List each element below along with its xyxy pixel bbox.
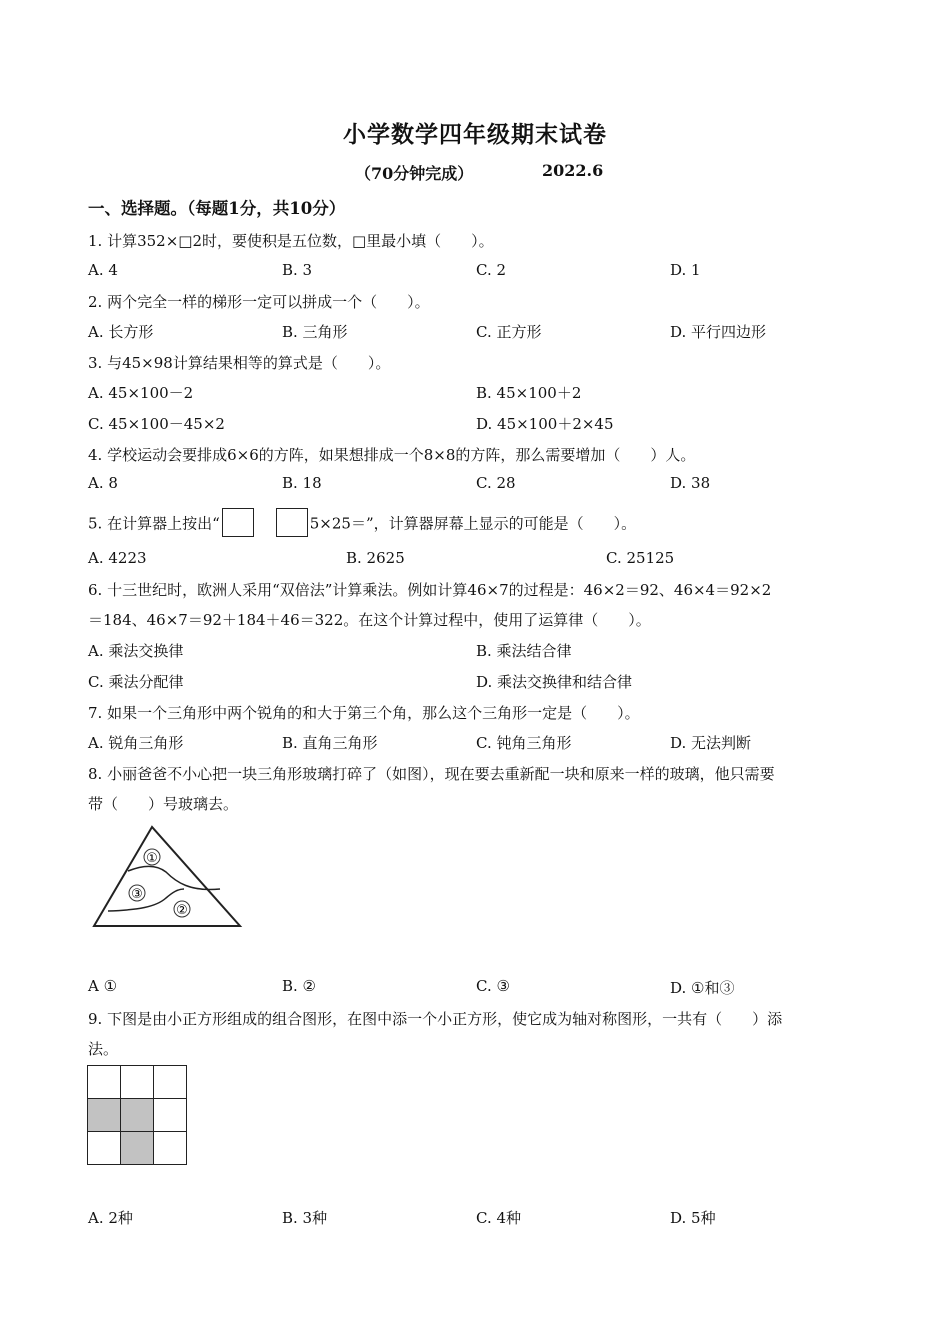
question-3: 3. 与45×98计算结果相等的算式是（ ）。 xyxy=(88,354,391,372)
question-4: 4. 学校运动会要排成6×6的方阵，如果想排成一个8×8的方阵，那么需要增加（ ）人。 xyxy=(88,446,696,464)
crack-line-2 xyxy=(108,889,184,911)
q5-option-c: C. 25125 xyxy=(606,549,675,567)
q4-option-a: A. 8 xyxy=(88,474,118,492)
grid-cell xyxy=(154,1066,187,1099)
grid-cell-shaded xyxy=(88,1099,121,1132)
q6-option-b: B. 乘法结合律 xyxy=(476,642,572,660)
q7-option-c: C. 钝角三角形 xyxy=(476,734,572,752)
question-9-line-2: 法。 xyxy=(88,1040,119,1058)
q3-option-d: D. 45×100＋2×45 xyxy=(476,415,614,433)
q1-option-b: B. 3 xyxy=(282,261,313,279)
q5-option-b: B. 2625 xyxy=(346,549,405,567)
question-7: 7. 如果一个三角形中两个锐角的和大于第三个角，那么这个三角形一定是（ ）。 xyxy=(88,704,640,722)
question-1: 1. 计算352×□2时，要使积是五位数，□里最小填（ ）。 xyxy=(88,232,494,250)
q4-option-d: D. 38 xyxy=(670,474,711,492)
q2-option-c: C. 正方形 xyxy=(476,323,542,341)
calculator-key-box-2 xyxy=(276,508,308,537)
q1-option-d: D. 1 xyxy=(670,261,701,279)
q1-option-a: A. 4 xyxy=(88,261,118,279)
q4-option-c: C. 28 xyxy=(476,474,516,492)
section-heading-choice: 一、选择题。（每题1分，共10分） xyxy=(88,199,346,218)
grid-cell-shaded xyxy=(121,1099,154,1132)
q3-option-c: C. 45×100－45×2 xyxy=(88,415,225,433)
q8-option-c: C. ③ xyxy=(476,977,510,995)
question-8-line-2: 带（ ）号玻璃去。 xyxy=(88,795,239,813)
q8-option-b: B. ② xyxy=(282,977,317,995)
grid-cell xyxy=(121,1066,154,1099)
q6-option-c: C. 乘法分配律 xyxy=(88,673,184,691)
grid-cell-shaded xyxy=(121,1132,154,1165)
grid-cell xyxy=(154,1132,187,1165)
question-9-line-1: 9. 下图是由小正方形组成的组合图形，在图中添一个小正方形，使它成为轴对称图形，一共有（ ）添 xyxy=(88,1010,783,1028)
question-8-line-1: 8. 小丽爸爸不小心把一块三角形玻璃打碎了（如图），现在要去重新配一块和原来一样的玻璃，他只需要 xyxy=(88,765,775,783)
exam-duration: （70分钟完成） xyxy=(355,164,474,183)
q2-option-d: D. 平行四边形 xyxy=(670,323,767,341)
question-6-line-2: ＝184、46×7＝92＋184＋46＝322。在这个计算过程中，使用了运算律（ ）。 xyxy=(88,611,651,629)
piece-label-3: ③ xyxy=(131,887,143,902)
question-2: 2. 两个完全一样的梯形一定可以拼成一个（ ）。 xyxy=(88,293,430,311)
piece-label-2: ② xyxy=(176,903,188,918)
question-6-line-1: 6. 十三世纪时，欧洲人采用“双倍法”计算乘法。例如计算46×7的过程是：46×2＝92、46×4＝92×2 xyxy=(88,581,772,599)
question-5 xyxy=(88,510,636,539)
q7-option-d: D. 无法判断 xyxy=(670,734,752,752)
grid-cell xyxy=(88,1066,121,1099)
q7-option-a: A. 锐角三角形 xyxy=(88,734,184,752)
grid-cell xyxy=(88,1132,121,1165)
square-grid-figure xyxy=(87,1065,187,1165)
q6-option-a: A. 乘法交换律 xyxy=(88,642,184,660)
q8-option-a: A ① xyxy=(88,977,118,995)
q4-option-b: B. 18 xyxy=(282,474,322,492)
q2-option-a: A. 长方形 xyxy=(88,323,154,341)
q3-option-b: B. 45×100＋2 xyxy=(476,384,582,402)
broken-triangle-figure xyxy=(88,822,248,932)
q8-option-d: D. ①和③ xyxy=(670,979,735,997)
q6-option-d: D. 乘法交换律和结合律 xyxy=(476,673,633,691)
q9-option-d: D. 5种 xyxy=(670,1209,716,1227)
q9-option-b: B. 3种 xyxy=(282,1209,328,1227)
q3-option-a: A. 45×100－2 xyxy=(88,384,194,402)
calculator-key-box-1 xyxy=(222,508,254,537)
q5-text-after: 5×25＝”，计算器屏幕上显示的可能是（ ）。 xyxy=(309,514,637,533)
q5-text-before: 5. 在计算器上按出“ xyxy=(88,514,220,533)
q9-option-a: A. 2种 xyxy=(88,1209,133,1227)
piece-label-1: ① xyxy=(146,851,158,866)
page-title: 小学数学四年级期末试卷 xyxy=(343,121,607,148)
q2-option-b: B. 三角形 xyxy=(282,323,348,341)
q9-option-c: C. 4种 xyxy=(476,1209,522,1227)
q5-option-a: A. 4223 xyxy=(88,549,147,567)
q1-option-c: C. 2 xyxy=(476,261,507,279)
exam-date: 2022.6 xyxy=(542,161,604,180)
q7-option-b: B. 直角三角形 xyxy=(282,734,378,752)
grid-cell xyxy=(154,1099,187,1132)
